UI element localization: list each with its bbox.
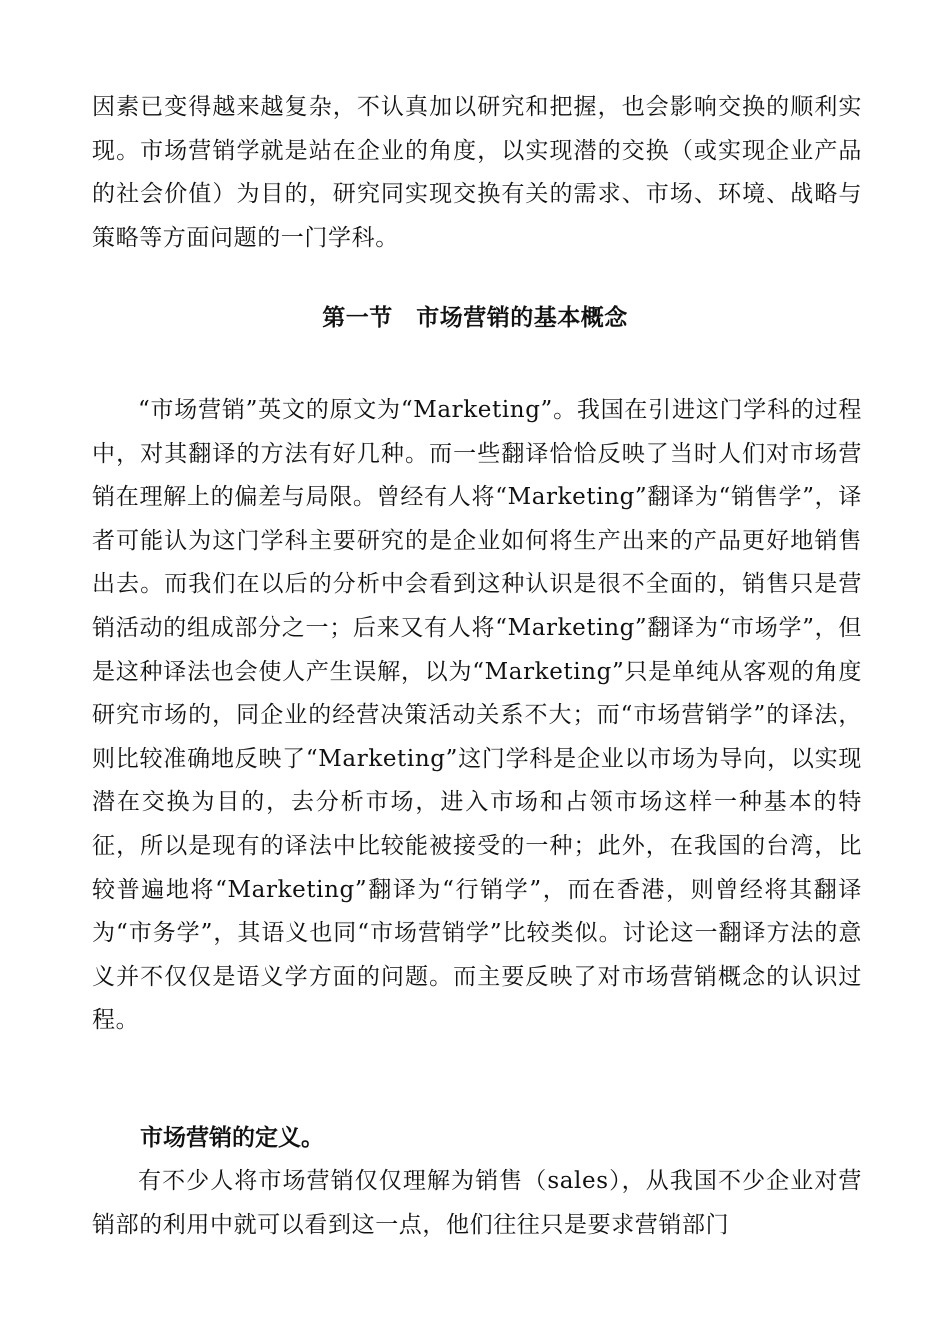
paragraph-intro: 因素已变得越来越复杂，不认真加以研究和把握，也会影响交换的顺利实现。市场营销学就是站在企业的角度，以实现潜的交换（或实现企业产品的社会价值）为目的，研究同实现交换有关的需求、市场、环境、战略与策略等方面问题的一门学科。: [92, 94, 862, 251]
section-title: 第一节 市场营销的基本概念: [322, 305, 628, 331]
paragraph-marketing-translation: “市场营销”英文的原文为“Marketing”。我国在引进这门学科的过程中，对其翻译的方法有好几种。而一些翻译恰恰反映了当时人们对市场营销在理解上的偏差与局限。曾经有人将“Marketing”翻译为“销售学”，译者可能认为这门学科主要研究的是企业如何将生产出来的产品更好地销售出去。而我们在以后的分析中会看到这种认识是很不全面的，销售只是营销活动的组成部分之一；后来又有人将“Marketing”翻译为“市场学”，但是这种译法也会使人产生误解，以为“Marketing”只是单纯从客观的角度研究市场的，同企业的经营决策活动关系不大；而“市场营销学”的译法，则比较准确地反映了“Marketing”这门学科是企业以市场为导向，以实现潜在交换为目的，去分析市场，进入市场和占领市场这样一种基本的特征，所以是现有的译法中比较能被接受的一种；此外，在我国的台湾，比较普遍地将“Marketing”翻译为“行销学”，而在香港，则曾经将其翻译为“市务学”，其语义也同“市场营销学”比较类似。讨论这一翻译方法的意义并不仅仅是语义学方面的问题。而主要反映了对市场营销概念的认识过程。: [92, 397, 862, 1034]
sub-heading-definition: 市场营销的定义。: [140, 1125, 324, 1151]
paragraph-definition: 有不少人将市场营销仅仅理解为销售（sales），从我国不少企业对营销部的利用中就可以看到这一点，他们往往只是要求营销部门: [92, 1168, 862, 1238]
